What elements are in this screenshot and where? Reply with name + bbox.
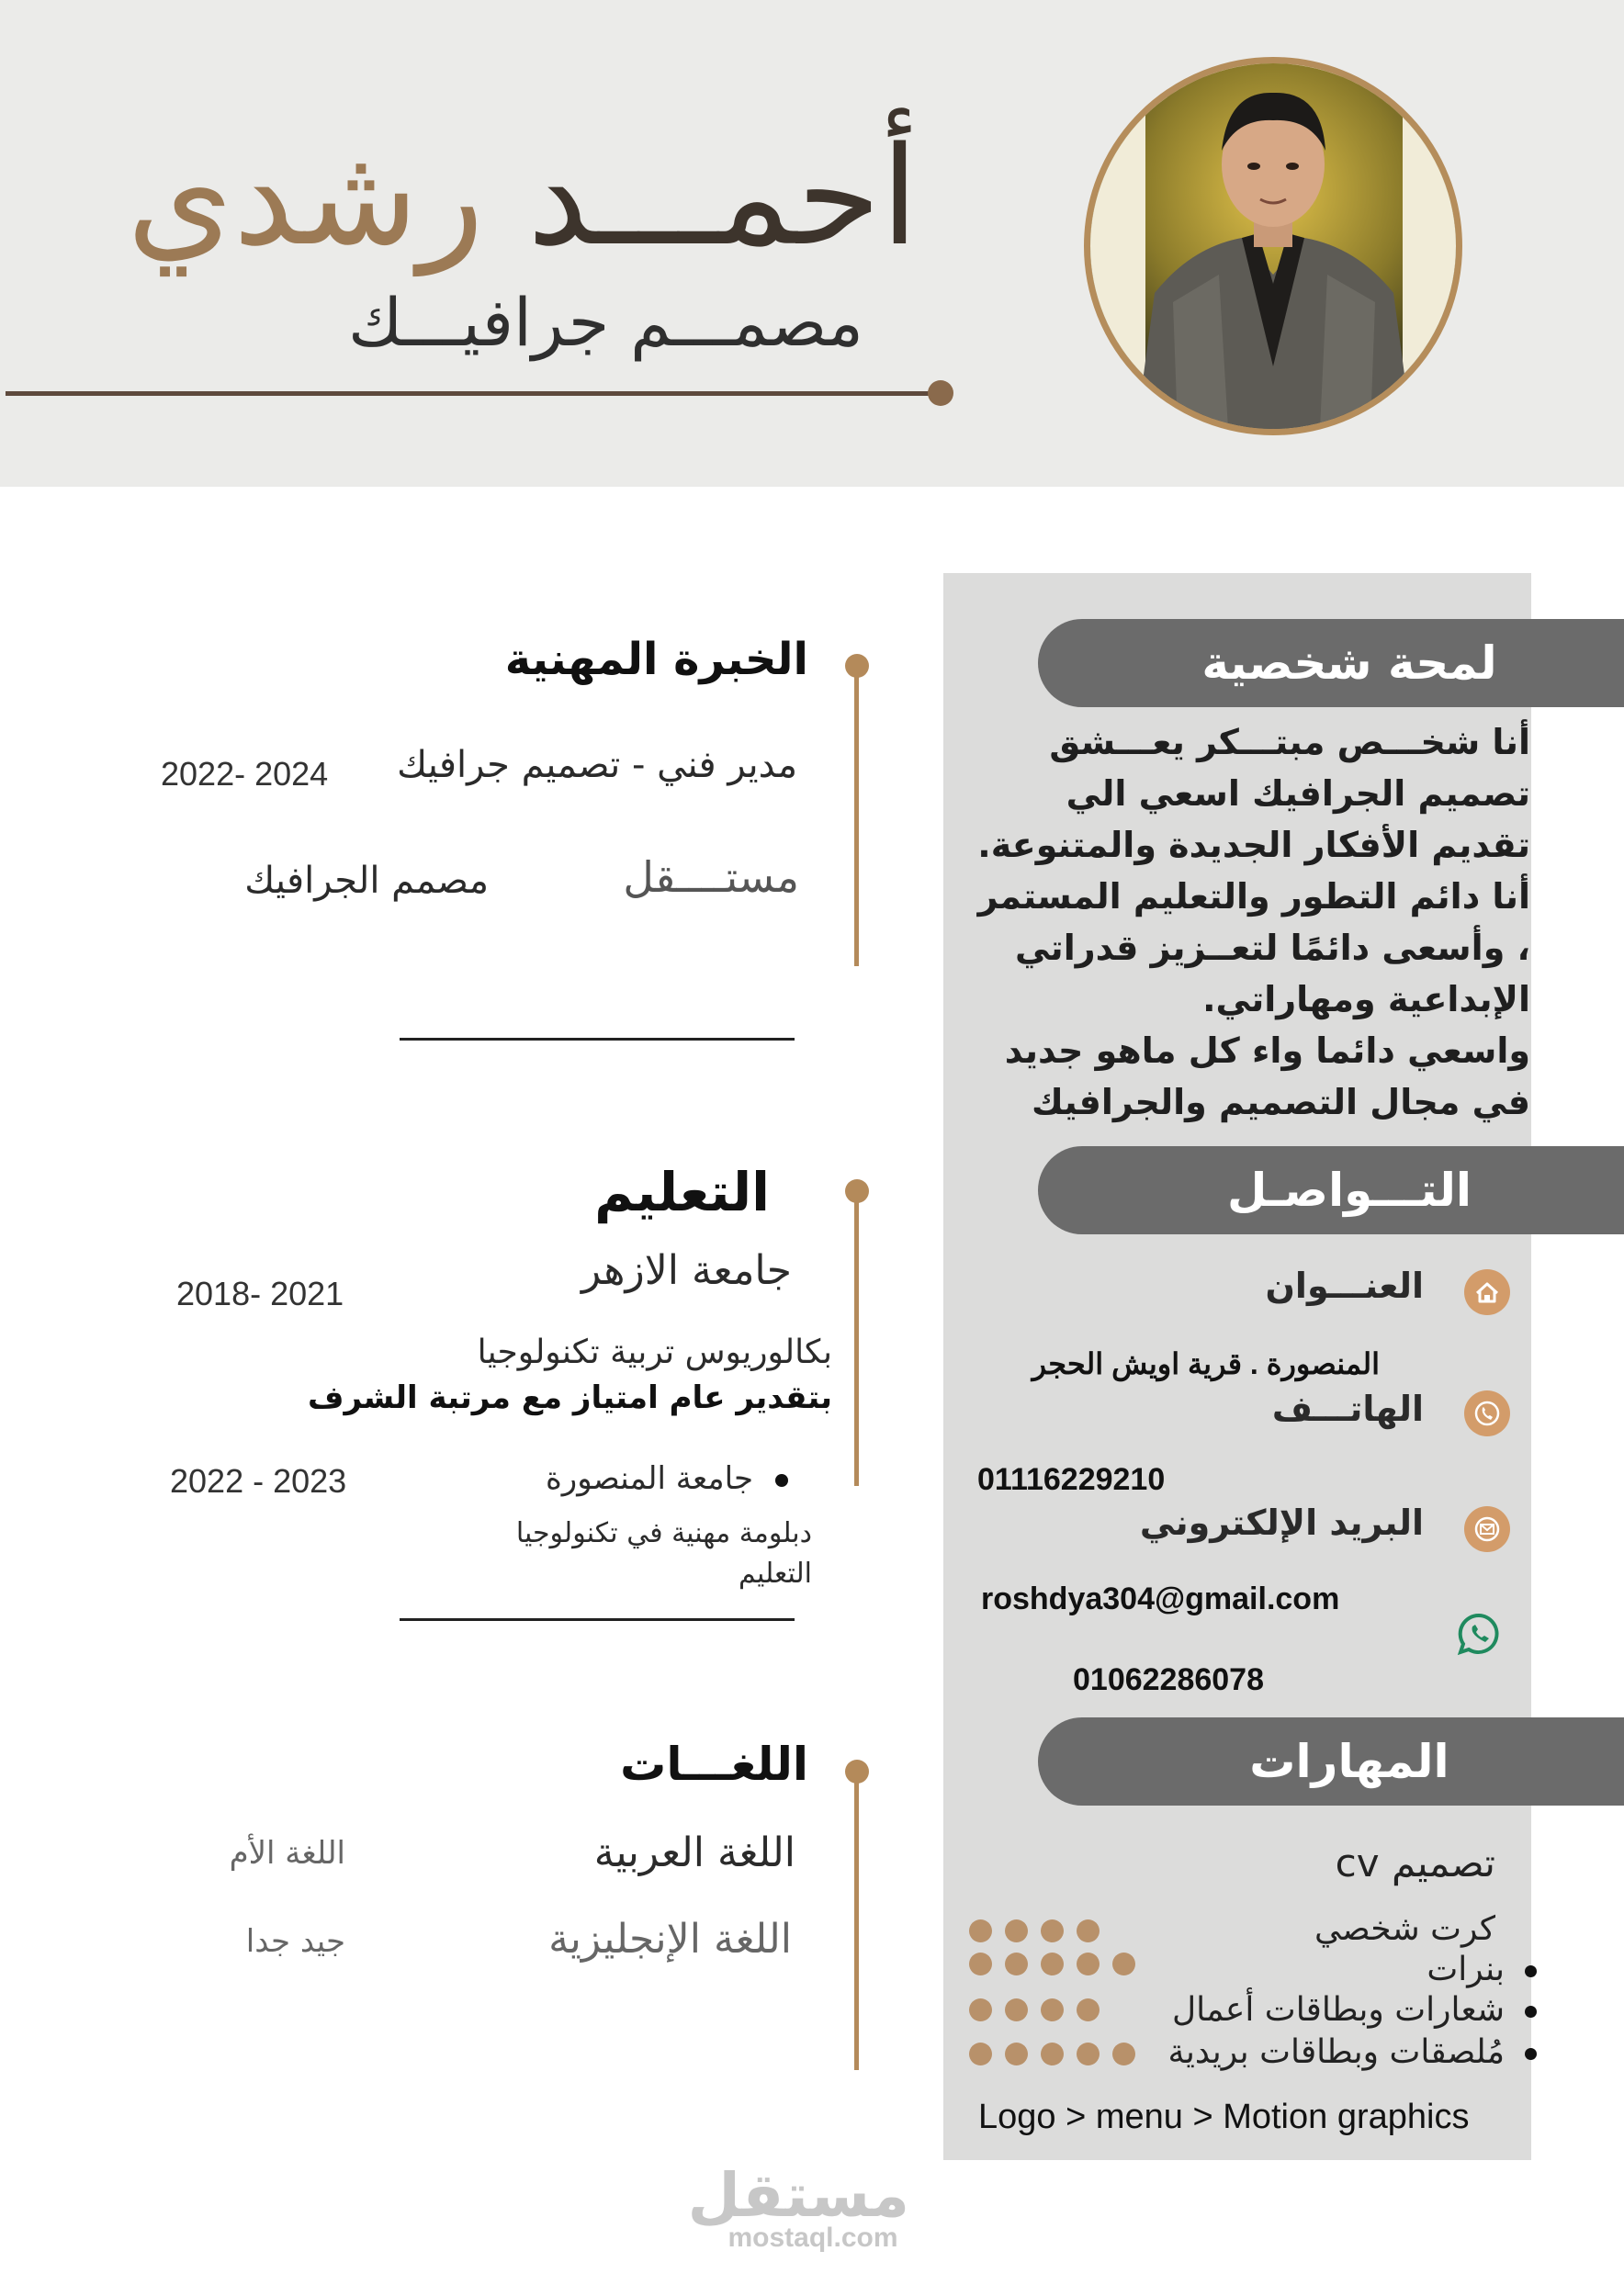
profile-line: في مجال التصميم والجرافيك [1032, 1082, 1530, 1122]
last-name: رشدي [127, 118, 485, 276]
profile-line: أنا دائم التطور والتعليم المستمر [977, 876, 1530, 917]
address-value: المنصورة . قرية اويش الحجر [1032, 1347, 1380, 1380]
experience-dates: 2022- 2024 [161, 755, 329, 793]
skill-level-dots [969, 1998, 1100, 2021]
profile-line: تصميم الجرافيك اسعي الي [1066, 773, 1530, 814]
header-divider [6, 391, 941, 396]
whatsapp-icon [1455, 1611, 1503, 1659]
whatsapp-value: 01062286078 [1073, 1662, 1265, 1697]
skill-item: بنرات [1427, 1951, 1537, 1988]
language-arabic: اللغة العربية [593, 1829, 795, 1876]
education-uni1-dates: 2018- 2021 [176, 1275, 344, 1312]
profile-photo [1084, 57, 1462, 435]
profile-section-title: لمحة شخصية [1038, 619, 1624, 707]
email-icon [1464, 1506, 1510, 1552]
profile-line: الإبداعية ومهاراتي. [1202, 979, 1530, 1019]
timeline-line [854, 1771, 859, 2070]
skill-level-dots [969, 1919, 1100, 1942]
education-uni2: جامعة المنصورة [546, 1460, 788, 1497]
profile-line: أنا شخـــص مبتـــكر يعـــشق [1049, 722, 1530, 762]
bullet [1525, 1965, 1537, 1977]
skills-section-title: المهارات [1038, 1717, 1624, 1806]
header-divider-dot [928, 380, 953, 406]
education-degree1-note: بتقدير عام امتياز مع مرتبة الشرف [308, 1379, 832, 1416]
bullet [775, 1474, 788, 1487]
education-uni1: جامعة الازهر [581, 1247, 792, 1294]
job-title: مصمـــم جرافيـــك [347, 284, 863, 361]
skill-cv: تصميم cv [1335, 1840, 1495, 1885]
phone-icon [1464, 1390, 1510, 1436]
language-english: اللغة الإنجليزية [548, 1916, 792, 1963]
address-label: العنـــوان [1265, 1266, 1424, 1306]
education-degree1: بكالوريوس تربية تكنولوجيا [477, 1334, 832, 1371]
education-degree2-line2: التعليم [739, 1558, 812, 1590]
profile-text [974, 716, 1530, 1128]
timeline-line [854, 665, 859, 966]
experience-title: الخبرة المهنية [504, 634, 808, 685]
timeline-dot [845, 654, 869, 678]
profile-line: تقديم الأفكار الجديدة والمتنوعة. [977, 825, 1530, 865]
skill-card: كرت شخصي [1314, 1910, 1495, 1948]
section-divider [400, 1038, 795, 1041]
languages-title: اللغـــات [620, 1738, 808, 1791]
watermark-domain: mostaql.com [727, 2223, 898, 2253]
phone-value: 01116229210 [977, 1462, 1166, 1497]
timeline-dot [845, 1760, 869, 1784]
skill-level-dots [969, 1953, 1135, 1975]
education-degree2-line1: دبلومة مهنية في تكنولوجيا [515, 1517, 812, 1549]
skill-item: مُلصقات وبطاقات بريدية [1168, 2033, 1537, 2071]
education-title: التعليم [594, 1161, 770, 1223]
watermark-logo: مستقل [687, 2160, 909, 2231]
language-arabic-level: اللغة الأم [229, 1835, 345, 1872]
bullet [1525, 2006, 1537, 2018]
email-label: البريد الإلكتروني [1139, 1503, 1424, 1543]
experience-type: مستــــقل [623, 852, 799, 902]
experience-role: مدير فني - تصميم جرافيك [397, 744, 797, 786]
contact-section-title: التـــواصـل [1038, 1146, 1624, 1234]
full-name [127, 118, 919, 276]
skill-level-dots [969, 2043, 1135, 2065]
skills-path-line: Logo > menu > Motion graphics [978, 2098, 1470, 2136]
profile-line: ، وأسعى دائمًا لتعــزيز قدراتي [1014, 928, 1530, 968]
phone-label: الهاتـــف [1271, 1389, 1424, 1429]
home-icon [1464, 1269, 1510, 1315]
language-english-level: جيد جدا [245, 1923, 345, 1960]
experience-role-2: مصمم الجرافيك [244, 860, 489, 902]
email-value: roshdya304@gmail.com [981, 1581, 1340, 1616]
education-uni2-dates: 2022 - 2023 [170, 1462, 347, 1500]
profile-line: واسعي دائما واء كل ماهو جديد [1004, 1030, 1530, 1071]
bullet [1525, 2048, 1537, 2060]
timeline-line [854, 1190, 859, 1486]
skill-item: شعارات وبطاقات أعمال [1172, 1991, 1537, 2029]
timeline-dot [845, 1179, 869, 1203]
section-divider [400, 1618, 795, 1621]
first-name: أحمـــد [527, 118, 919, 276]
